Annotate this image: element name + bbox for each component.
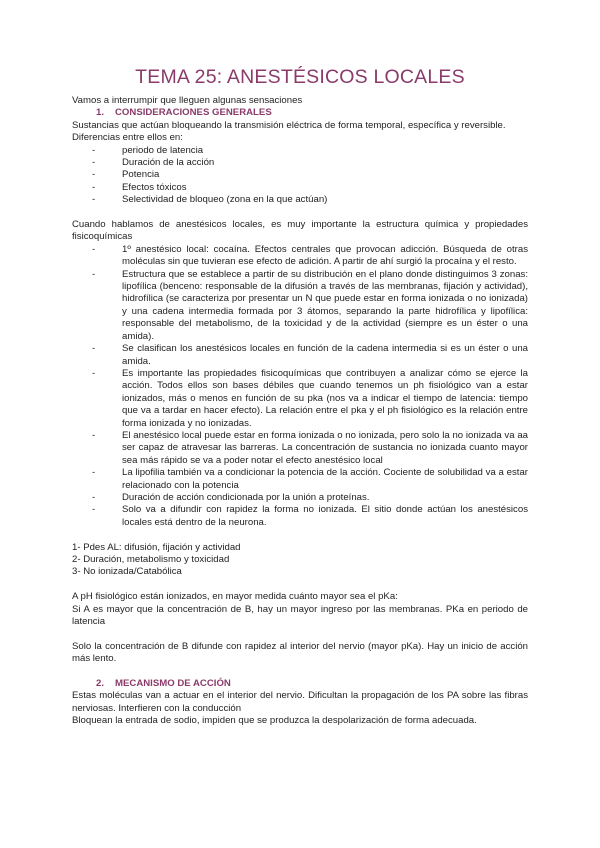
list-item: - Potencia [72, 169, 528, 181]
list-item: - Solo va a difundir con rapidez la forma no ionizada. El sitio donde actúan los anestésicos locales está dentro de la neurona. [72, 504, 528, 529]
section-number: 2. [95, 678, 104, 690]
paragraph: Diferencias entre ellos en: [72, 132, 183, 144]
list-item: - Selectividad de bloqueo (zona en la que actúan) [72, 194, 528, 206]
list-item: - El anestésico local puede estar en forma ionizada o no ionizada, pero solo la no ionizada va aa ser capaz de atravesar las barreras. La concentración de sustancia no ionizada cuanto mayor sea más rápido se va a poder notar el efecto anestésico local [72, 430, 528, 467]
paragraph: A pH fisiológico están ionizados, en mayor medida cuánto mayor sea el pKa: [72, 591, 398, 603]
section-heading-1 [72, 107, 528, 119]
list-item: - La lipofilia también va a condicionar la potencia de la acción. Cociente de solubilidad va a estar relacionado con la potencia [72, 467, 528, 492]
section-title: MECANISMO DE ACCIÓN [115, 678, 231, 690]
intro-text: Vamos a interrumpir que lleguen algunas sensaciones [72, 95, 303, 106]
list-item: - 1º anestésico local: cocaína. Efectos centrales que provocan adicción. Búsqueda de otras moléculas sin que tuvieran ese efecto de adición. A partir de ahí surgió la procaína y el resto. [72, 244, 528, 269]
section-title: CONSIDERACIONES GENERALES [115, 107, 272, 119]
paragraph: Bloquean la entrada de sodio, impiden que se produzca la despolarización de forma adecuada. [72, 715, 477, 727]
list-item: - periodo de latencia [72, 145, 528, 157]
list-item: - Estructura que se establece a partir de su distribución en el plano donde distinguimos 3 zonas: lipofílica (benceno: responsable de la difusión a través de las membranas, fijación y actividad), hidrofílica (se caracteriza por presentar un N que puede estar en forma ionizada o no ionizada) y una cadena intermedia formada por 3 átomos, separando la parte hidrofílica y lipofílica: responsable del metabolismo, de la toxicidad y de la actividad (siempre es un éster o una amida). [72, 269, 528, 343]
differences-list [72, 145, 528, 207]
summary-line: 1- Pdes AL: difusión, fijación y actividad [72, 541, 241, 553]
section-number: 1. [95, 107, 104, 119]
document-page [72, 66, 528, 728]
summary-line: 3- No ionizada/Catabólica [72, 566, 182, 578]
paragraph: Solo la concentración de B difunde con rapidez al interior del nervio (mayor pKa). Hay un inicio de acción más lento. [72, 640, 528, 665]
list-item: - Duración de acción condicionada por la unión a proteínas. [72, 492, 528, 504]
paragraph: Si A es mayor que la concentración de B, hay un mayor ingreso por las membranas. PKa en periodo de latencia [72, 603, 528, 628]
list-item: - Es importante las propiedades fisicoquímicas que contribuyen a analizar cómo se ejerce la acción. Todos ellos son bases débiles que cuando tenemos un ph fisiológico van a estar ionizados, más o menos en función de su pka (nos va a indicar el tiempo de latencia: tiempo que va a tardar en hacer efecto). La relación entre el pka y el ph fisiológico es la relación entre forma ionizada y no ionizadas. [72, 368, 528, 430]
list-item: - Duración de la acción [72, 157, 528, 169]
summary-line: 2- Duración, metabolismo y toxicidad [72, 554, 230, 565]
paragraph: Sustancias que actúan bloqueando la transmisión eléctrica de forma temporal, específica y reversible. [72, 119, 506, 131]
list-item: - Efectos tóxicos [72, 182, 528, 194]
paragraph: Cuando hablamos de anestésicos locales, es muy importante la estructura química y propiedades fisicoquímicas [72, 219, 528, 243]
paragraph: Estas moléculas van a actuar en el interior del nervio. Dificultan la propagación de los PA sobre las fibras nerviosas. Interfieren con la conducción [72, 690, 528, 714]
section-heading-2 [72, 678, 528, 690]
list-item: - Se clasifican los anestésicos locales en función de la cadena intermedia si es un éster o una amida. [72, 343, 528, 368]
page-title: TEMA 25: ANESTÉSICOS LOCALES [135, 66, 465, 88]
properties-list [72, 244, 528, 529]
